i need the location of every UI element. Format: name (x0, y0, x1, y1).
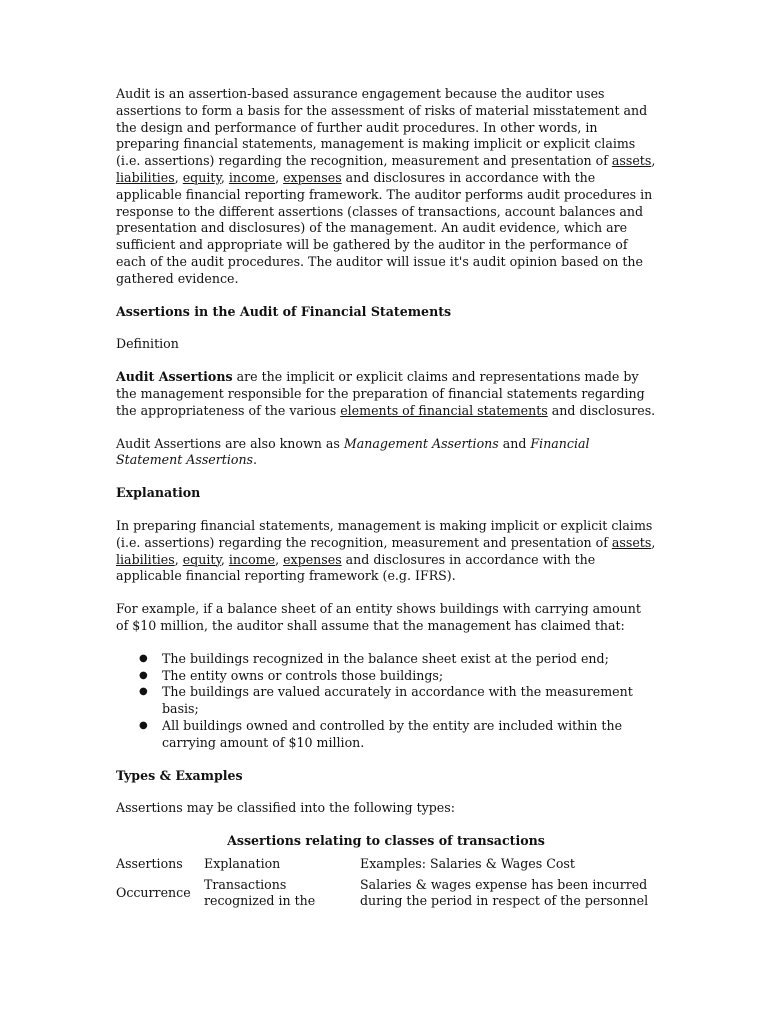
table-row (116, 875, 656, 913)
link-elements-of-financial-statements[interactable]: elements of financial statements (340, 402, 548, 418)
list-item-text: The buildings are valued accurately in accordance with the measurement basis; (162, 684, 633, 717)
link-liabilities[interactable]: liabilities (116, 169, 175, 185)
intro-paragraph (116, 86, 656, 288)
list-item (139, 684, 656, 718)
bullet-icon: ● (139, 669, 148, 681)
bullet-icon: ● (139, 652, 148, 664)
list-item-text: All buildings owned and controlled by the entity are included within the carrying amount of $10 million. (162, 717, 623, 750)
table-cell-explanation: Transactions recognized in the (204, 876, 316, 909)
definition-text-1: are the implicit or explicit claims and representations made by the management responsible for the preparation of financial statements regarding the appropriateness of the various (116, 369, 645, 418)
definition-paragraph (116, 369, 656, 419)
assertions-table (116, 854, 656, 912)
bullet-icon: ● (139, 719, 148, 731)
link-expenses[interactable]: expenses (283, 551, 342, 567)
types-heading: Types & Examples (116, 767, 243, 783)
link-assets[interactable]: assets (611, 534, 652, 550)
link-assets[interactable]: assets (611, 153, 652, 169)
definition-text-2: and disclosures. (547, 402, 656, 418)
table-cell-example: Salaries & wages expense has been incurred during the period in respect of the personnel (360, 876, 649, 909)
types-paragraph: Assertions may be classified into the following types: (116, 800, 455, 816)
list-item-text: The entity owns or controls those buildings; (162, 667, 444, 683)
separator: , (174, 551, 183, 567)
link-liabilities[interactable]: liabilities (116, 551, 175, 567)
table-title: Assertions relating to classes of transactions (227, 833, 545, 849)
separator: , (651, 534, 656, 550)
aka-paragraph (116, 436, 656, 470)
link-income[interactable]: income (228, 551, 276, 567)
intro-text-1: Audit is an assertion-based assurance engagement because the auditor uses assertions to form a basis for the assessment of risks of material misstatement and the design and performance of further audit procedures. In other words, in preparing financial statements, management is making implicit or explicit claims (i.e. assertions) regarding the recognition, measurement and presentation of (116, 86, 648, 169)
list-item-text: The buildings recognized in the balance sheet exist at the period end; (162, 650, 609, 666)
explanation-paragraph (116, 518, 656, 585)
separator: , (220, 169, 229, 185)
definition-label: Definition (116, 336, 179, 352)
claims-list (116, 651, 656, 752)
document-body (116, 86, 656, 912)
aka-text-1: Audit Assertions are also known as (116, 435, 344, 451)
bullet-icon: ● (139, 686, 148, 698)
aka-text-2: and (498, 435, 531, 451)
example-paragraph: For example, if a balance sheet of an entity shows buildings with carrying amount of $10 million, the auditor shall assume that the management has claimed that: (116, 601, 641, 633)
table-header-cell: Explanation (204, 855, 281, 871)
link-income[interactable]: income (228, 169, 276, 185)
link-equity[interactable]: equity (182, 551, 221, 567)
list-item (139, 650, 656, 668)
separator: , (174, 169, 183, 185)
table-header-row (116, 854, 656, 875)
aka-management-assertions: Management Assertions (343, 435, 499, 451)
aka-text-3: . (253, 452, 258, 468)
explanation-text-1: In preparing financial statements, management is making implicit or explicit claims (i.e. assertions) regarding the recognition, measurement and presentation of (116, 517, 653, 550)
explanation-heading: Explanation (116, 485, 201, 501)
link-equity[interactable]: equity (182, 169, 221, 185)
intro-text-2: and disclosures in accordance with the applicable financial reporting framework. The auditor performs audit procedures in response to the different assertions (classes of transactions, account balances and presentation and disclosures) of the management. An audit evidence, which are sufficient and appropriate will be gathered by the auditor in the performance of each of the audit procedures. The auditor will issue it's audit opinion based on the gathered evidence. (116, 169, 653, 286)
separator: , (651, 153, 656, 169)
list-item (139, 667, 656, 685)
list-item (139, 717, 656, 752)
explanation-text-2: and disclosures in accordance with the applicable financial reporting framework (e.g. IFRS). (116, 551, 596, 584)
separator: , (275, 169, 284, 185)
table-header-cell: Assertions (116, 855, 183, 871)
aka-financial-statement-assertions: Financial Statement Assertions (116, 435, 590, 468)
table-cell-assertion: Occurrence (116, 885, 191, 901)
definition-term: Audit Assertions (116, 369, 233, 385)
table-header-cell: Examples: Salaries & Wages Cost (360, 855, 575, 871)
separator: , (275, 551, 284, 567)
separator: , (220, 551, 229, 567)
link-expenses[interactable]: expenses (283, 169, 342, 185)
section-title: Assertions in the Audit of Financial Statements (116, 303, 452, 319)
